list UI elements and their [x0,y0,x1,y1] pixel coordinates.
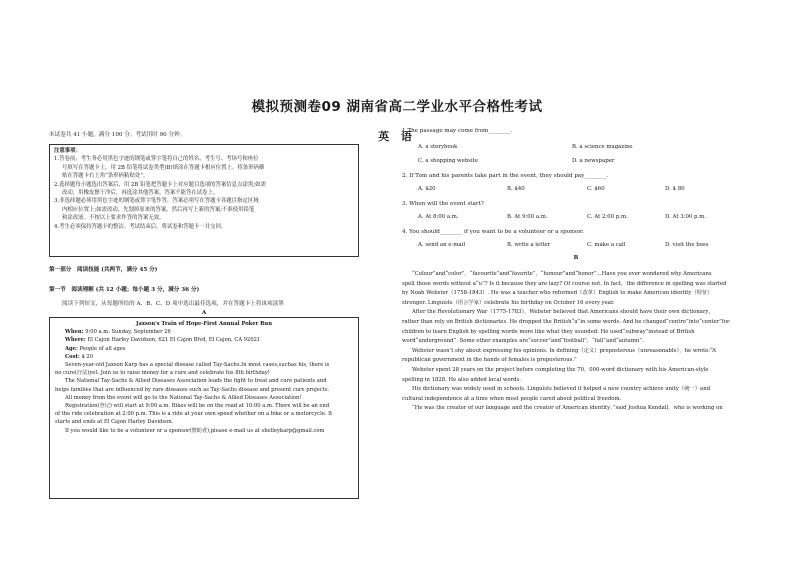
question-option: D. $ 80 [665,186,685,192]
page-title: 模拟预测卷09 湖南省高二学业水平合格性考试 [251,99,543,115]
notice-line: 4.考生必须保持答题卡的整洁。考试结束后，将试卷和答题卡一并交回。 [54,223,227,230]
notice-line: 3.非选择题必须用黑色字迹的钢笔或签字笔作答，答案必须写在答题卡各题目指定区域 [54,198,259,205]
age-value: People of all ages [77,345,126,352]
question-option: A. send an e-mail [418,242,466,248]
passage-b-text: word“underground”. Some other examples are“soccer”and“football”，“fall”and“autumn”. [402,338,644,345]
notice-line: 和涂改液。不按以上要求作答的答案无效。 [62,215,165,222]
passage-a-text: helps families that are influenced by rare diseases such as Tay-Sachs disease and present cure projects. [55,386,330,393]
notice-line: 2.选择题每小题选出答案后，用 2B 铅笔把答题卡上对应题目选项的答案信息点涂黑;如需 [54,181,266,188]
passage-b-text: “Colour”and“color”，“favourite”and“favorite”，“honour”and“honor”…Have you ever wondered why Americans [412,271,712,277]
passage-b-text: by Noah Webster（1758-1843）. He was a teacher who reformed（改革）English to make American identity（特征） [402,290,713,297]
passage-b-text: “He was the creator of our language and the creator of American identity，”said Joshua Kendall，who is working on [412,405,723,412]
passage-a-text: starts and ends at El Cajon Harley Davidson. [55,419,174,426]
passage-b-body [402,270,754,414]
question-option: C. $60 [587,186,605,192]
passage-a-title: Jaxson's Train of Hope-First Annual Poker Run [136,321,272,327]
when-value: 9:00 a.m. Sunday, September 26 [83,329,171,336]
notice-box [49,144,359,257]
question-stem: 3. When will the event start? [402,201,484,207]
question-stem: 4. You should________ if you want to be a volunteer or a sponsor. [402,229,584,235]
part-one-heading: 第一部分 阅读技能 (共两节，满分 45 分) [49,267,158,273]
passage-a-box [49,317,359,499]
passage-b-text: His dictionary was widely used in schools. Linguists believed it helped a new country achieve unity（统一）and [412,386,711,393]
age-label: Age: [65,345,78,352]
passage-b-text: republican government in the hands of females is preposterous.” [402,357,577,364]
question-option: A. $20 [418,186,436,192]
question-stem: 1.The passage may come from________. [402,128,513,134]
question-option: D. a newspaper [572,158,615,164]
passage-b-text: cultural independence at a time when most people cared about political freedom. [402,395,622,402]
passage-a-text: All money from the event will go to the National Tay-Sachs & Allied Diseases Association! [65,394,302,401]
when-label: When: [65,329,84,336]
passage-b-text: Webster spent 28 years on the project before completing the 70，000-word dictionary with his American-style [412,366,709,373]
subject-title: 英 语 [378,130,416,143]
question-option: B. $40 [507,186,525,192]
notice-heading: 注意事项： [54,148,81,154]
passage-a-label: A [201,310,207,316]
notice-line: 改动，用橡皮擦干净后，再选涂其他答案。答案不能答在试卷上。 [62,190,219,197]
question-option: B. a science magazine [572,144,633,150]
section-one-heading: 第一节 阅读理解 (共 12 小题；每小题 3 分，满分 36 分) [49,287,200,293]
notice-line: 号填写在答题卡上。用 2B 铅笔将试卷类型(B)填涂在答题卡相应位置上。将条形码横 [62,164,265,171]
passage-b-text: rather than rely on British dictionaries. He dropped the British“u”in some words. And he changed“centre”into“center”for [402,318,730,325]
passage-a-text: The National Tay-Sachs & Allied Diseases Association leads the fight to treat and cure patients and [65,378,327,385]
question-option: B. write a letter [507,242,551,248]
question-option: D. At 3:00 p.m. [665,214,707,220]
passage-a-text: no cure(疗法)yet. Join us to raise money for a cure and celebrate his 8th birthday! [55,370,270,377]
passage-b-text: spell those words without a“u”? Is it because they are lazy? Of course not. In fact，the difference in spelling was started [402,280,727,287]
passage-a-text: If you would like to be a volunteer or a sponsor(赞助者),please e-mail us at shelleykarp@gmail.com [65,427,325,434]
question-option: B. At 9:00 a.m. [507,214,548,220]
passage-b-text: children to learn English by spelling words more like what they sounded. He used“subway”instead of British [402,328,695,335]
passage-b-label: B [573,255,579,261]
question-option: C. At 2:00 p.m. [587,214,628,220]
cost-label: Cost: [65,353,80,360]
passage-b-text: After the Revolutionary War（1775-1783），Webster believed that Americans should have their own dictionary， [412,309,714,316]
question-option: C. a shopping website [418,158,479,164]
question-option: A. a storybook [418,144,458,150]
passage-a-text: Seven-year-old Jaxson Karp has a special disease called Tay-Sachs.In most cases,suchas his, there is [65,362,330,369]
notice-line: 1.答卷前，考生务必用黑色字迹的钢笔或签字笔将自己的姓名、考生号、考场号和座位 [54,156,259,163]
passage-a-text: of the ride celebration at 2:00 p.m. This is a ride at your own speed whether on a bike or a motorcycle. It [55,411,333,418]
cost-value: $ 20 [79,353,94,360]
notice-line: 内相应位置上;如需改动，先划掉原来的答案，然后再写上新的答案;不准使用铅笔 [62,206,255,213]
where-label: Where: [65,337,86,344]
question-stem: 2. If Tom and his parents take part in the event, they should pay________. [402,173,609,179]
passage-b-text: Webster wasn’t shy about expressing his opinions. In defining（定义）preposterous（unreasonable），he wrote:“A [412,347,716,354]
passage-b-text: stronger. Linguists（语言学家）celebrate his birthday on October 16 every year. [402,299,615,306]
where-value: El Cajon Harley Davidson, 621 El Cajon Blvd, El Cajon, CA 92021 [85,337,261,344]
reading-instruction: 阅读下列短文，从每题所给的 A、B、C、D 项中选出最佳选项，并在答题卡上将该项涂黑 [62,301,284,307]
question-option: C. make a call [587,242,626,248]
question-option: D. visit the boss [665,242,709,248]
question-option: A. At 8:00 a.m. [418,214,459,220]
passage-a-text: Registration(登记) will start at 9:00 a.m. Bikes will be on the road at 10:00 a.m. There will be an end [65,403,330,410]
exam-intro: 本试卷共 41 小题，满分 100 分。考试用时 90 分钟。 [49,132,186,138]
passage-b-text: spelling in 1828. He also added local words. [402,376,521,383]
notice-line: 贴在答题卡右上角“条形码粘贴处”。 [62,173,149,180]
